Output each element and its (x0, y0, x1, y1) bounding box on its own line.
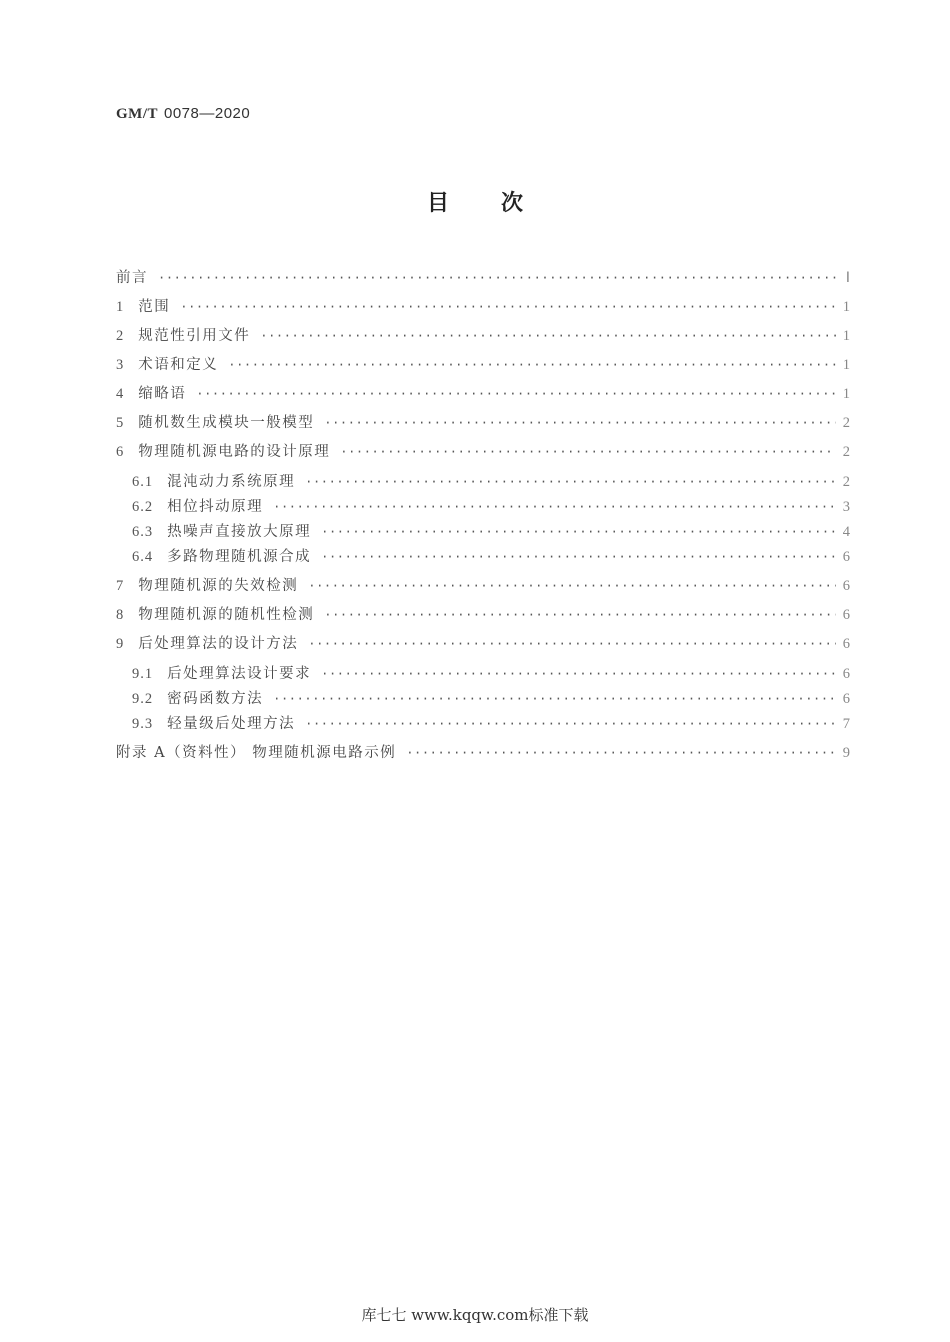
toc-entry-label: 后处理算法设计要求 (167, 666, 312, 682)
toc-entry-label: 物理随机源电路的设计原理 (138, 444, 331, 460)
toc-entry[interactable] (116, 603, 850, 623)
toc-entry-label: 前言 (116, 270, 148, 286)
toc-entry-number: 1 (116, 299, 125, 315)
toc-dot-leader (228, 358, 836, 372)
toc-entry-number: 8 (116, 607, 125, 623)
toc-entry-number: 4 (116, 386, 125, 402)
toc-dot-leader (321, 525, 836, 539)
toc-entry-page: 3 (842, 499, 850, 515)
toc-entry-page: 9 (842, 745, 850, 761)
toc-entry-number: 9 (116, 636, 125, 652)
toc-entry-number: 9.3 (132, 716, 154, 732)
toc-entry[interactable] (132, 520, 850, 540)
toc-dot-leader (324, 416, 836, 430)
toc-entry-label: 后处理算法的设计方法 (138, 636, 299, 652)
toc-entry-label: 混沌动力系统原理 (167, 474, 296, 490)
toc-entry-page: Ⅰ (845, 270, 850, 286)
toc-entry-label: 相位抖动原理 (167, 499, 264, 515)
toc-dot-leader (260, 329, 836, 343)
toc-dot-leader (340, 445, 836, 459)
toc-entry-label: 附录 A（资料性） 物理随机源电路示例 (116, 745, 397, 761)
toc-entry-number: 6.1 (132, 474, 154, 490)
toc-dot-leader (308, 579, 836, 593)
toc-entry-page: 6 (842, 666, 850, 682)
toc-entry-page: 2 (842, 474, 850, 490)
toc-entry[interactable] (116, 382, 850, 402)
toc-entry-page: 6 (842, 549, 850, 565)
standard-number: 0078—2020 (164, 105, 251, 122)
toc-dot-leader (273, 692, 836, 706)
toc-entry-label: 物理随机源的随机性检测 (138, 607, 315, 623)
toc-entry-number: 3 (116, 357, 125, 373)
toc-entry[interactable] (116, 324, 850, 344)
toc-entry-number: 2 (116, 328, 125, 344)
toc-dot-leader (273, 500, 836, 514)
toc-dot-leader (180, 300, 836, 314)
toc-entry[interactable] (116, 295, 850, 315)
toc-entry[interactable] (116, 440, 850, 460)
toc-entry-page: 1 (842, 357, 850, 373)
toc-entry[interactable] (132, 495, 850, 515)
toc-entry-label: 随机数生成模块一般模型 (138, 415, 315, 431)
toc-entry[interactable] (116, 411, 850, 431)
toc-entry-number: 9.1 (132, 666, 154, 682)
toc-dot-leader (158, 271, 836, 285)
toc-entry-page: 1 (842, 328, 850, 344)
toc-entry[interactable] (132, 712, 850, 732)
toc-dot-leader (305, 475, 836, 489)
toc-dot-leader (305, 717, 836, 731)
footer-watermark: 库七七 www.kqqw.com标准下载 (361, 1306, 589, 1324)
toc-entry-page: 1 (842, 299, 850, 315)
toc-entry-label: 范围 (138, 299, 171, 315)
toc-dot-leader (196, 387, 836, 401)
toc-entry-number: 6.2 (132, 499, 154, 515)
toc-entry-label: 轻量级后处理方法 (167, 716, 296, 732)
toc-entry-label: 物理随机源的失效检测 (138, 578, 299, 594)
toc-entry-number: 6.3 (132, 524, 154, 540)
toc-entry-number: 6 (116, 444, 125, 460)
toc-entry-number: 9.2 (132, 691, 154, 707)
toc-entry-label: 缩略语 (138, 386, 187, 402)
toc-dot-leader (321, 667, 836, 681)
toc-entry[interactable] (132, 662, 850, 682)
toc-entry[interactable] (132, 470, 850, 490)
toc-entry-label: 规范性引用文件 (138, 328, 251, 344)
toc-entry[interactable] (116, 632, 850, 652)
standard-prefix: GM/T (116, 106, 158, 122)
toc-dot-leader (324, 608, 836, 622)
toc-entry[interactable] (132, 545, 850, 565)
toc-entry-page: 7 (842, 716, 850, 732)
toc-entry-number: 6.4 (132, 549, 154, 565)
toc-entry-page: 1 (842, 386, 850, 402)
toc-dot-leader (308, 637, 836, 651)
toc-entry-page: 6 (842, 607, 850, 623)
toc-entry-label: 密码函数方法 (167, 691, 264, 707)
toc-dot-leader (321, 550, 836, 564)
toc-entry-label: 热噪声直接放大原理 (167, 524, 312, 540)
toc-entry-number: 7 (116, 578, 125, 594)
toc-entry-page: 6 (842, 636, 850, 652)
toc-entry[interactable] (116, 266, 850, 286)
toc-entry-page: 6 (842, 691, 850, 707)
toc-dot-leader (406, 746, 836, 760)
toc-entry-number: 5 (116, 415, 125, 431)
toc-entry-page: 6 (842, 578, 850, 594)
toc-entry[interactable] (132, 687, 850, 707)
toc-entry-page: 2 (842, 444, 850, 460)
toc-entry-page: 2 (842, 415, 850, 431)
toc-entry[interactable] (116, 741, 850, 761)
toc-entry[interactable] (116, 574, 850, 594)
title-char-1: 目 (426, 191, 449, 216)
toc-entry-label: 术语和定义 (138, 357, 219, 373)
toc-entry-label: 多路物理随机源合成 (167, 549, 312, 565)
toc-entry-page: 4 (842, 524, 850, 540)
toc-entry[interactable] (116, 353, 850, 373)
title-char-2: 次 (501, 191, 524, 216)
